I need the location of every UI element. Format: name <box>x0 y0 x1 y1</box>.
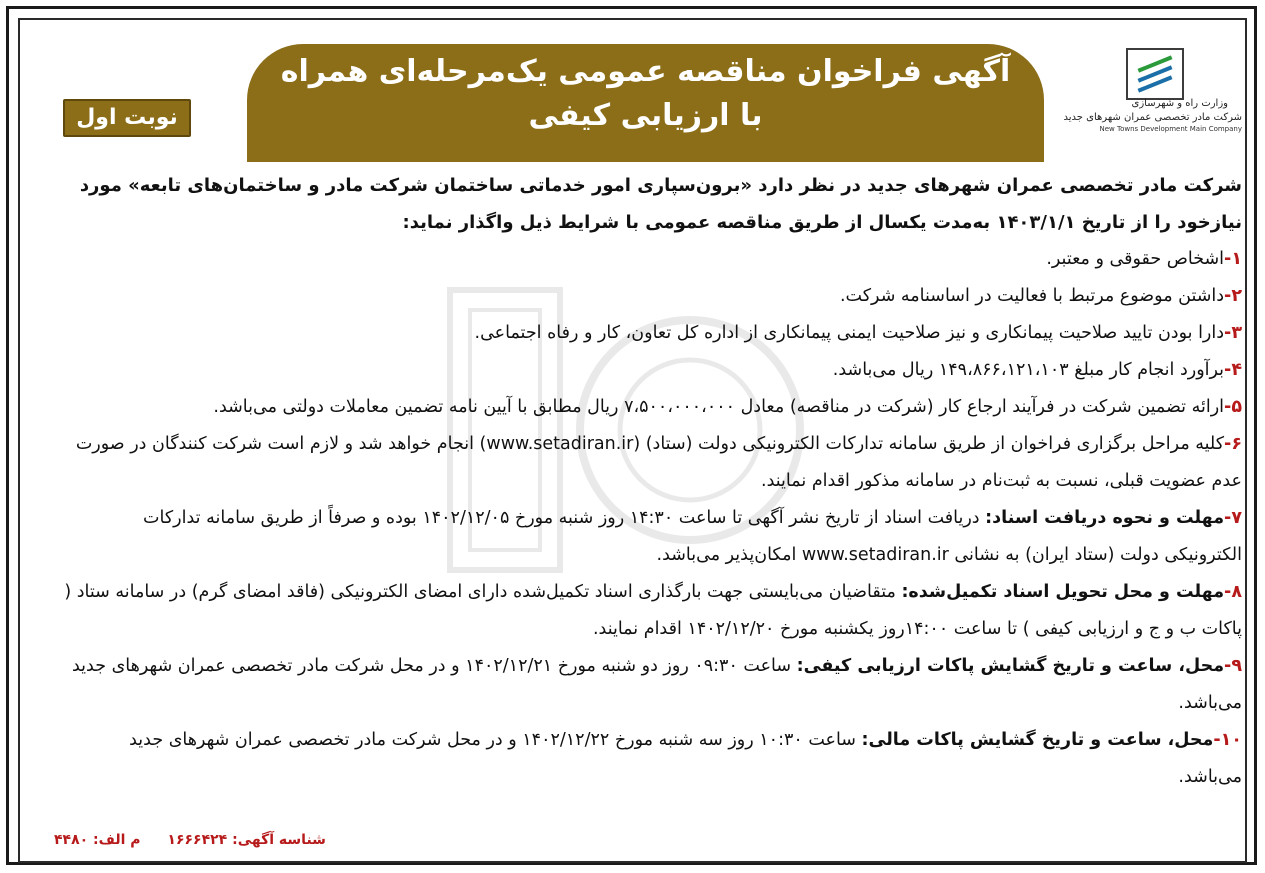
condition-number: ۳- <box>1224 323 1242 343</box>
ministry-name: وزارت راه و شهرسازی <box>1131 98 1228 109</box>
condition-number: ۵- <box>1224 397 1242 417</box>
condition-item <box>62 722 1242 796</box>
condition-text: اشخاص حقوقی و معتبر. <box>1046 249 1225 269</box>
company-logo <box>1062 46 1242 136</box>
condition-number: ۶- <box>1224 434 1242 454</box>
conditions-list <box>62 241 1242 796</box>
title-line-1: آگهی فراخوان مناقصه عمومی یک‌مرحله‌ای همراه <box>280 54 1011 89</box>
condition-number: ۹- <box>1224 656 1242 676</box>
publication-round-badge: نوبت اول <box>63 99 191 137</box>
condition-text: ارائه تضمین شرکت در فرآیند ارجاع کار (شرکت در مناقصه) معادل ۷،۵۰۰،۰۰۰،۰۰۰ ریال مطابق با آیین نامه تضمین معاملات دولتی می‌باشد. <box>213 397 1225 417</box>
condition-text: ساعت ۱۰:۳۰ روز سه شنبه مورخ ۱۴۰۲/۱۲/۲۲ و در محل شرکت مادر تخصصی عمران شهرهای جدید می‌باشد. <box>129 730 1242 787</box>
condition-text: برآورد انجام کار مبلغ ۱۴۹،۸۶۶،۱۲۱،۱۰۳ ریال می‌باشد. <box>832 360 1225 380</box>
condition-item <box>62 426 1242 500</box>
condition-text: داشتن موضوع مرتبط با فعالیت در اساسنامه شرکت. <box>839 286 1225 306</box>
condition-item <box>62 648 1242 722</box>
condition-number: ۷- <box>1224 508 1242 528</box>
company-name: شرکت مادر تخصصی عمران شهرهای جدید <box>1063 112 1242 123</box>
condition-text: ساعت ۰۹:۳۰ روز دو شنبه مورخ ۱۴۰۲/۱۲/۲۱ و در محل شرکت مادر تخصصی عمران شهرهای جدید می‌باشد. <box>71 656 1242 713</box>
title-line-2: با ارزیابی کیفی <box>528 98 763 133</box>
condition-number: ۲- <box>1224 286 1242 306</box>
condition-item <box>62 574 1242 648</box>
condition-number: ۸- <box>1224 582 1242 602</box>
company-name-en: New Towns Development Main Company <box>1099 125 1242 133</box>
condition-label: محل، ساعت و تاریخ گشایش پاکات ارزیابی کیفی: <box>796 656 1225 676</box>
logo-emblem-icon <box>1126 48 1184 100</box>
condition-number: ۱۰- <box>1213 730 1242 750</box>
reference-code: م الف: ۴۴۸۰ <box>54 832 141 848</box>
condition-label: مهلت و محل تحویل اسناد تکمیل‌شده: <box>901 582 1225 602</box>
condition-text: متقاضیان می‌بایستی جهت بارگذاری اسناد تکمیل‌شده دارای امضای الکترونیکی (فاقد امضای گرم) در سامانه ستاد ( پاکات ب و ج و ارزیابی کیفی ) تا ساعت ۱۴:۰۰روز یکشنبه مورخ ۱۴۰۲/۱۲/۲۰ اقدام نمایند. <box>64 582 1242 639</box>
condition-text: دارا بودن تایید صلاحیت پیمانکاری و نیز صلاحیت ایمنی پیمانکاری از اداره کل تعاون، کار و رفاه اجتماعی. <box>474 323 1225 343</box>
condition-item <box>62 352 1242 389</box>
intro-paragraph: شرکت مادر تخصصی عمران شهرهای جدید در نظر دارد «برون‌سپاری امور خدماتی ساختمان شرکت مادر و ساختمان‌های تابعه» مورد نیازخود را از تاریخ ۱۴۰۳/۱/۱ به‌مدت یکسال از طریق مناقصه عمومی با شرایط ذیل واگذار نماید: <box>79 175 1242 233</box>
condition-number: ۱- <box>1224 249 1242 269</box>
condition-label: مهلت و نحوه دریافت اسناد: <box>985 508 1225 528</box>
condition-text: دریافت اسناد از تاریخ نشر آگهی تا ساعت ۱۴:۳۰ روز شنبه مورخ ۱۴۰۲/۱۲/۰۵ بوده و صرفاً از طریق سامانه تدارکات الکترونیکی دولت (ستاد ایران) به نشانی www.setadiran.ir امکان‌پذیر می‌باشد. <box>143 508 1242 565</box>
condition-item <box>62 315 1242 352</box>
condition-item <box>62 278 1242 315</box>
condition-number: ۴- <box>1224 360 1242 380</box>
footer-info <box>32 832 326 848</box>
condition-item <box>62 241 1242 278</box>
condition-item <box>62 389 1242 426</box>
condition-text: کلیه مراحل برگزاری فراخوان از طریق سامانه تدارکات الکترونیکی دولت (ستاد) (www.setadiran.ir) انجام خواهد شد و لازم است شرکت کنندگان در صورت عدم عضویت قبلی، نسبت به ثبت‌نام در سامانه مذکور اقدام نمایند. <box>75 434 1242 491</box>
announcement-body <box>62 167 1242 796</box>
condition-label: محل، ساعت و تاریخ گشایش پاکات مالی: <box>861 730 1214 750</box>
condition-item <box>62 500 1242 574</box>
ad-id: شناسه آگهی: ۱۶۶۶۴۲۴ <box>167 832 326 848</box>
page-title <box>247 50 1044 138</box>
